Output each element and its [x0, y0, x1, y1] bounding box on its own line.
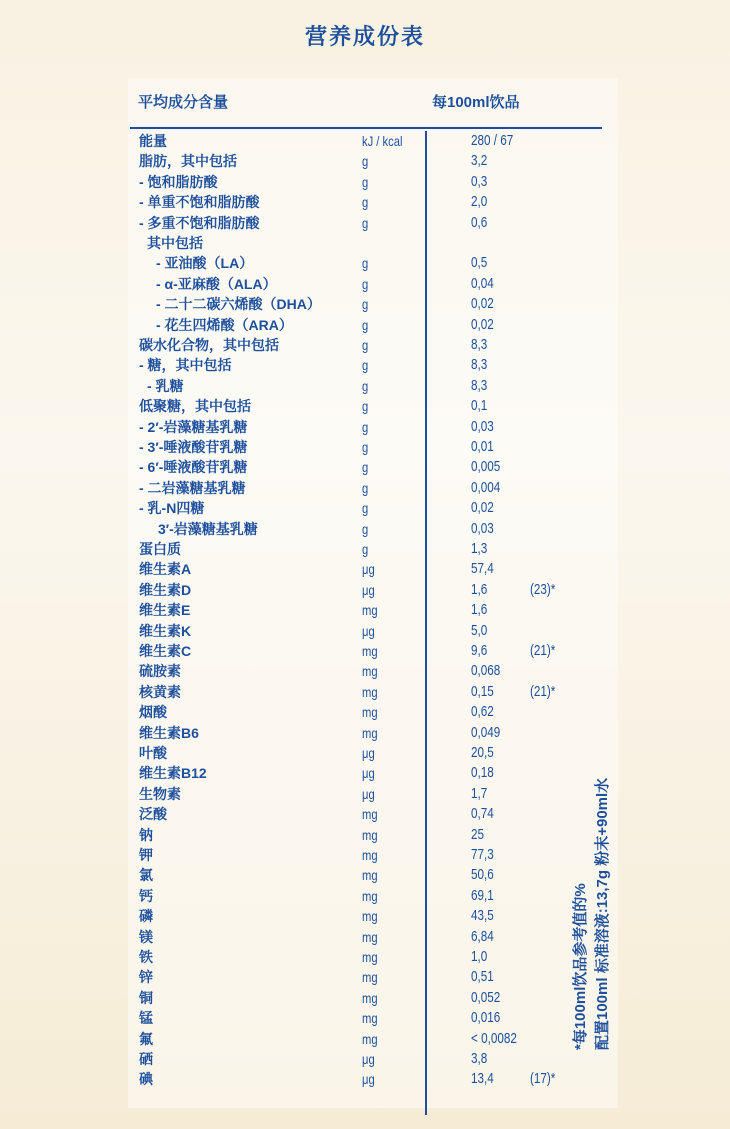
row-unit: g — [362, 479, 369, 496]
table-row — [0, 498, 730, 518]
row-value: 0,5 — [471, 254, 488, 272]
row-value: 0,005 — [471, 458, 501, 476]
row-unit: mg — [362, 683, 378, 700]
table-row — [0, 437, 730, 457]
row-label: - 二岩藻糖基乳糖 — [139, 479, 246, 496]
row-label: 维生素D — [139, 581, 192, 598]
row-label: 钾 — [139, 847, 153, 863]
row-label: 磷 — [139, 908, 153, 925]
row-value: 0,02 — [471, 295, 494, 313]
row-value: 8,3 — [471, 336, 488, 353]
row-reference-percent: (21)* — [530, 682, 556, 700]
row-value: 8,3 — [471, 376, 488, 394]
row-label: 镁 — [139, 928, 153, 945]
table-row — [0, 417, 730, 437]
row-unit: g — [362, 173, 369, 190]
row-value: 50,6 — [471, 866, 494, 884]
row-value: 5,0 — [471, 621, 488, 639]
row-value: 0,6 — [471, 213, 488, 231]
table-row — [0, 294, 730, 314]
row-value: 0,03 — [471, 417, 494, 435]
row-label: - 2′-岩藻糖基乳糖 — [139, 418, 248, 435]
row-unit: mg — [362, 643, 378, 659]
note-preparation: 配置100ml 标准溶液:13,7g 粉末+90ml水 — [594, 777, 611, 1050]
row-unit: mg — [362, 602, 378, 619]
row-unit: mg — [362, 806, 378, 823]
row-label: - 饱和脂肪酸 — [139, 173, 218, 190]
row-unit: g — [362, 357, 369, 374]
row-unit: μg — [362, 765, 375, 782]
row-label: - 乳糖 — [147, 377, 184, 394]
row-label: - 6′-唾液酸苷乳糖 — [139, 459, 248, 476]
row-unit: mg — [362, 1030, 378, 1047]
table-row — [0, 600, 730, 620]
row-label: 蛋白质 — [139, 541, 181, 557]
table-row — [0, 641, 730, 661]
table-row — [0, 804, 730, 824]
table-row — [0, 845, 730, 865]
header-divider — [130, 127, 602, 129]
row-label: 碳水化合物，其中包括 — [139, 337, 279, 353]
table-row — [0, 763, 730, 783]
row-unit: mg — [362, 704, 378, 721]
row-value: 0,004 — [471, 478, 501, 496]
row-label: 钠 — [139, 826, 153, 843]
row-value: 0,01 — [471, 438, 494, 455]
table-row — [0, 702, 730, 722]
row-value: 1,7 — [471, 784, 488, 802]
table-row — [0, 335, 730, 355]
row-label: 铜 — [139, 989, 153, 1006]
table-row — [0, 478, 730, 498]
row-value: 20,5 — [471, 744, 494, 761]
row-label: 硫胺素 — [139, 663, 181, 680]
row-unit: mg — [362, 724, 378, 741]
row-value: 1,3 — [471, 540, 488, 557]
table-row — [0, 621, 730, 641]
table-row — [0, 682, 730, 702]
table-row — [0, 743, 730, 763]
row-unit: mg — [362, 887, 378, 904]
row-value: 57,4 — [471, 560, 494, 578]
row-unit: g — [362, 439, 369, 455]
row-unit: μg — [362, 785, 375, 802]
table-row — [0, 967, 730, 987]
row-value: 0,016 — [471, 1009, 501, 1027]
row-unit: μg — [362, 622, 375, 639]
row-label: 生物素 — [139, 785, 181, 802]
row-label: 脂肪，其中包括 — [139, 153, 237, 170]
table-row — [0, 927, 730, 947]
row-label: 其中包括 — [147, 235, 203, 251]
row-unit: mg — [362, 969, 378, 986]
table-row — [0, 315, 730, 335]
row-value: 2,0 — [471, 193, 488, 211]
row-unit: mg — [362, 908, 378, 925]
row-unit: μg — [362, 561, 375, 578]
row-unit: mg — [362, 663, 378, 680]
row-unit: g — [362, 541, 369, 557]
table-row — [0, 539, 730, 559]
table-row — [0, 825, 730, 845]
row-label: 维生素B6 — [139, 724, 199, 741]
table-row — [0, 519, 730, 539]
row-unit: mg — [362, 989, 378, 1006]
row-value: 1,6 — [471, 580, 488, 598]
row-value: 6,84 — [471, 927, 494, 945]
table-row — [0, 131, 730, 151]
row-unit: g — [362, 255, 369, 272]
table-row — [0, 865, 730, 885]
header-column: 每100ml饮品 — [432, 94, 520, 111]
row-unit: g — [362, 520, 369, 537]
row-label: 锰 — [139, 1010, 153, 1027]
row-unit: g — [362, 316, 369, 333]
row-unit: g — [362, 500, 369, 517]
row-label: - α-亚麻酸（ALA） — [156, 275, 277, 292]
table-row — [0, 396, 730, 416]
row-value: 0,18 — [471, 764, 494, 782]
table-row — [0, 906, 730, 926]
row-label: 低聚糖，其中包括 — [139, 398, 251, 415]
row-unit: mg — [362, 826, 378, 843]
row-label: 泛酸 — [139, 806, 167, 823]
table-row — [0, 1029, 730, 1049]
row-label: 维生素A — [139, 561, 192, 578]
row-value: 43,5 — [471, 907, 494, 925]
row-label: - 单重不饱和脂肪酸 — [139, 194, 260, 211]
row-unit: g — [362, 398, 369, 415]
row-value: 69,1 — [471, 886, 494, 904]
row-label: 氟 — [139, 1030, 153, 1047]
row-reference-percent: (17)* — [530, 1070, 556, 1088]
row-value: 1,0 — [471, 948, 488, 965]
row-value: 0,74 — [471, 805, 494, 823]
row-label: - 糖，其中包括 — [139, 357, 232, 374]
row-unit: mg — [362, 867, 378, 884]
row-label: - 多重不饱和脂肪酸 — [139, 214, 260, 231]
row-label: 碘 — [139, 1071, 153, 1088]
row-unit: g — [362, 296, 369, 313]
table-row — [0, 253, 730, 273]
row-label: - 花生四烯酸（ARA） — [156, 316, 293, 333]
row-label: - 3′-唾液酸苷乳糖 — [139, 439, 248, 455]
table-row — [0, 172, 730, 192]
row-label: 能量 — [139, 133, 167, 149]
row-unit: g — [362, 194, 369, 211]
row-unit: μg — [362, 1051, 375, 1067]
row-label: 维生素E — [139, 602, 191, 619]
table-row — [0, 988, 730, 1008]
row-value: 0,02 — [471, 315, 494, 333]
row-label: - 亚油酸（LA） — [156, 255, 254, 272]
table-row — [0, 886, 730, 906]
table-row — [0, 192, 730, 212]
note-reference: *每100ml饮品参考值的% — [572, 883, 589, 1050]
row-label: 锌 — [139, 969, 153, 986]
row-unit: mg — [362, 847, 378, 863]
table-row — [0, 1069, 730, 1089]
side-notes — [570, 778, 614, 1050]
row-label: 维生素C — [139, 643, 192, 659]
row-label: 3′-岩藻糖基乳糖 — [158, 520, 258, 537]
row-unit: mg — [362, 928, 378, 945]
row-reference-percent: (23)* — [530, 580, 556, 598]
row-unit: g — [362, 418, 369, 435]
row-label: 铁 — [139, 949, 153, 965]
table-row — [0, 784, 730, 804]
table-row — [0, 723, 730, 743]
table-row — [0, 1049, 730, 1069]
table-row — [0, 947, 730, 967]
row-value: 280 / 67 — [471, 132, 514, 149]
row-value: 0,068 — [471, 662, 501, 680]
row-label: - 二十二碳六烯酸（DHA） — [156, 296, 321, 313]
row-unit: g — [362, 337, 369, 353]
row-value: 0,1 — [471, 397, 488, 415]
row-unit: g — [362, 214, 369, 231]
row-value: 0,03 — [471, 519, 494, 537]
row-unit: mg — [362, 949, 378, 965]
header-label: 平均成分含量 — [138, 94, 229, 111]
row-unit: g — [362, 153, 369, 170]
page-title: 营养成份表 — [304, 24, 425, 49]
row-label: 钙 — [139, 887, 153, 904]
table-row — [0, 457, 730, 477]
row-unit: mg — [362, 1010, 378, 1027]
row-label: 叶酸 — [139, 745, 167, 761]
row-value: 0,04 — [471, 274, 494, 292]
table-row — [0, 376, 730, 396]
table-row — [0, 580, 730, 600]
table-row — [0, 1008, 730, 1028]
row-value: 25 — [471, 825, 485, 843]
table-row — [0, 355, 730, 375]
row-label: 硒 — [139, 1051, 153, 1067]
table-row — [0, 274, 730, 294]
row-value: 8,3 — [471, 356, 488, 374]
row-value: 0,02 — [471, 499, 494, 517]
row-value: 3,2 — [471, 152, 488, 170]
row-unit: μg — [362, 745, 375, 761]
row-label: 维生素B12 — [139, 765, 207, 782]
table-row — [0, 233, 730, 253]
table-row — [0, 559, 730, 579]
row-value: 0,62 — [471, 703, 494, 721]
table-row — [0, 661, 730, 681]
row-label: 氯 — [139, 867, 153, 884]
row-label: 核黄素 — [139, 683, 181, 700]
table-row — [0, 151, 730, 171]
row-value: 0,51 — [471, 968, 494, 986]
row-label: - 乳-N四糖 — [139, 500, 205, 517]
row-label: 维生素K — [139, 622, 192, 639]
row-value: 0,052 — [471, 988, 501, 1006]
row-value: 0,3 — [471, 172, 488, 190]
row-value: 0,15 — [471, 682, 494, 700]
row-value: 0,049 — [471, 723, 501, 741]
row-unit: kJ / kcal — [362, 133, 403, 149]
table-row — [0, 213, 730, 233]
row-reference-percent: (21)* — [530, 642, 556, 659]
row-value: 13,4 — [471, 1070, 494, 1088]
row-unit: μg — [362, 1071, 375, 1088]
row-value: 3,8 — [471, 1050, 488, 1067]
row-value: 77,3 — [471, 846, 494, 863]
row-value: 9,6 — [471, 642, 488, 659]
row-value: 1,6 — [471, 601, 488, 619]
row-unit: g — [362, 459, 369, 476]
row-unit: g — [362, 275, 369, 292]
row-unit: μg — [362, 581, 375, 598]
row-unit: g — [362, 377, 369, 394]
row-value: < 0,0082 — [471, 1029, 517, 1047]
row-label: 烟酸 — [139, 704, 167, 721]
